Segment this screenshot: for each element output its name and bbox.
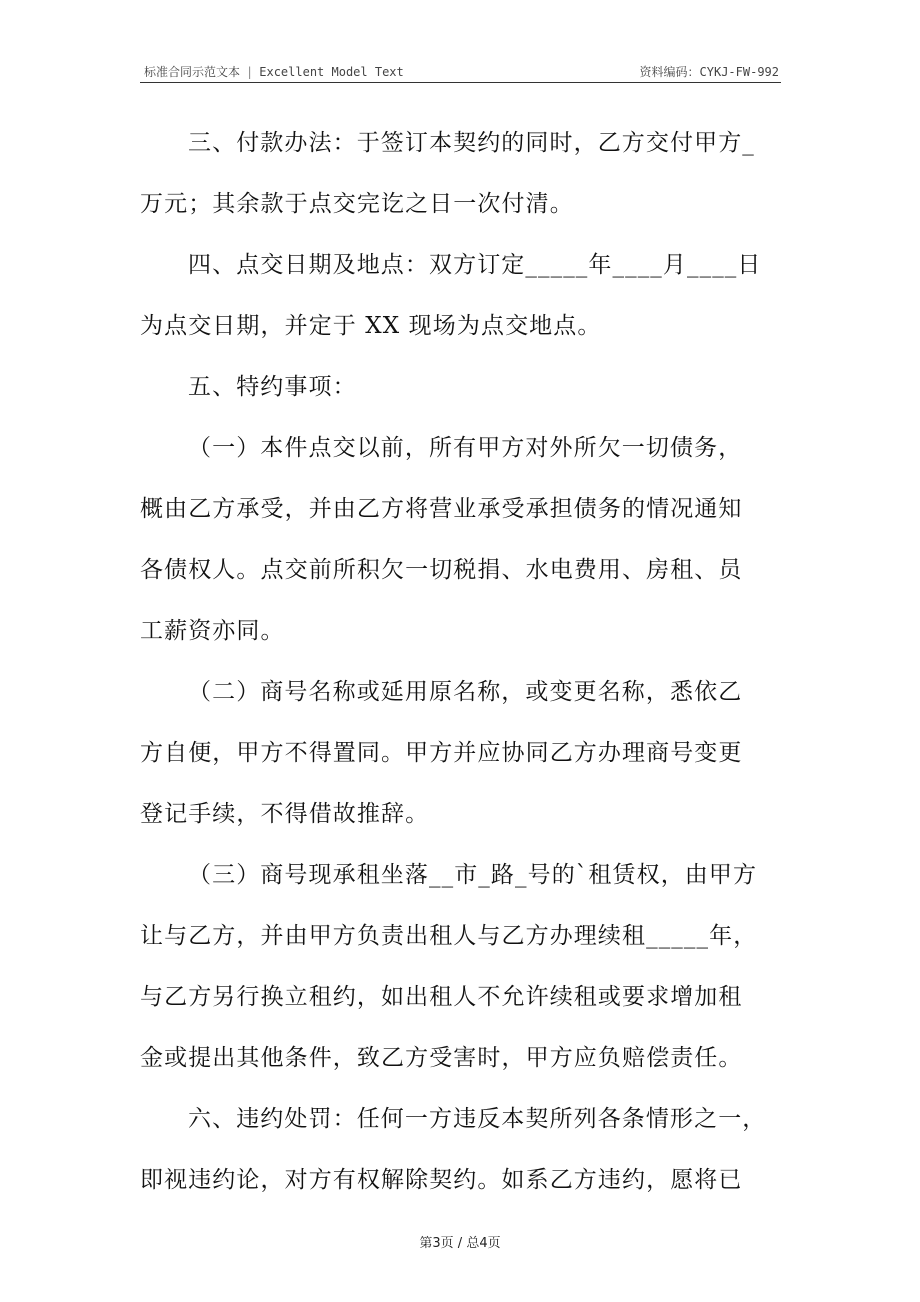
clause-3-line-1: 三、付款办法：于签订本契约的同时，乙方交付甲方_ [188, 130, 755, 156]
header-separator: | [246, 65, 254, 79]
clause-5-1-line-3: 各债权人。点交前所积欠一切税捐、水电费用、房租、员 [140, 557, 743, 583]
clause-5-1-line-4: 工薪资亦同。 [140, 618, 285, 644]
clause-5-3-line-4: 金或提出其他条件，致乙方受害时，甲方应负赔偿责任。 [140, 1045, 743, 1071]
clause-4-line-2: 为点交日期，并定于 XX 现场为点交地点。 [140, 313, 602, 339]
header-left [144, 63, 404, 80]
clause-5-2-line-3: 登记手续，不得借故推辞。 [140, 801, 430, 827]
page-header [140, 60, 781, 83]
clause-5-heading: 五、特约事项： [188, 374, 357, 400]
clause-5-1-line-2: 概由乙方承受，并由乙方将营业承受承担债务的情况通知 [140, 496, 743, 522]
clause-5-3-line-1: （三）商号现承租坐落__市_路_号的`租赁权，由甲方 [188, 862, 758, 888]
header-doc-type: 标准合同示范文本 [144, 65, 241, 79]
clause-6-line-2: 即视违约论，对方有权解除契约。如系乙方违约，愿将已 [140, 1167, 743, 1193]
header-doc-code: 资料编码：CYKJ-FW-992 [639, 65, 779, 79]
header-doc-type-en: Excellent Model Text [259, 65, 404, 79]
clause-6-line-1: 六、违约处罚：任何一方违反本契所列各条情形之一， [188, 1106, 767, 1132]
clause-5-3-line-2: 让与乙方，并由甲方负责出租人与乙方办理续租_____年， [140, 923, 758, 949]
page-number: 第3页 / 总4页 [419, 1236, 501, 1251]
document-body [140, 113, 780, 1211]
clause-5-2-line-1: （二）商号名称或延用原名称，或变更名称，悉依乙 [188, 679, 743, 705]
clause-5-3-line-3: 与乙方另行换立租约，如出租人不允许续租或要求增加租 [140, 984, 743, 1010]
clause-5-2-line-2: 方自便，甲方不得置同。甲方并应协同乙方办理商号变更 [140, 740, 743, 766]
clause-4-line-1: 四、点交日期及地点：双方订定_____年____月____日 [188, 252, 762, 278]
clause-3-line-2: 万元；其余款于点交完讫之日一次付清。 [140, 191, 574, 217]
clause-5-1-line-1: （一）本件点交以前，所有甲方对外所欠一切债务， [188, 435, 743, 461]
